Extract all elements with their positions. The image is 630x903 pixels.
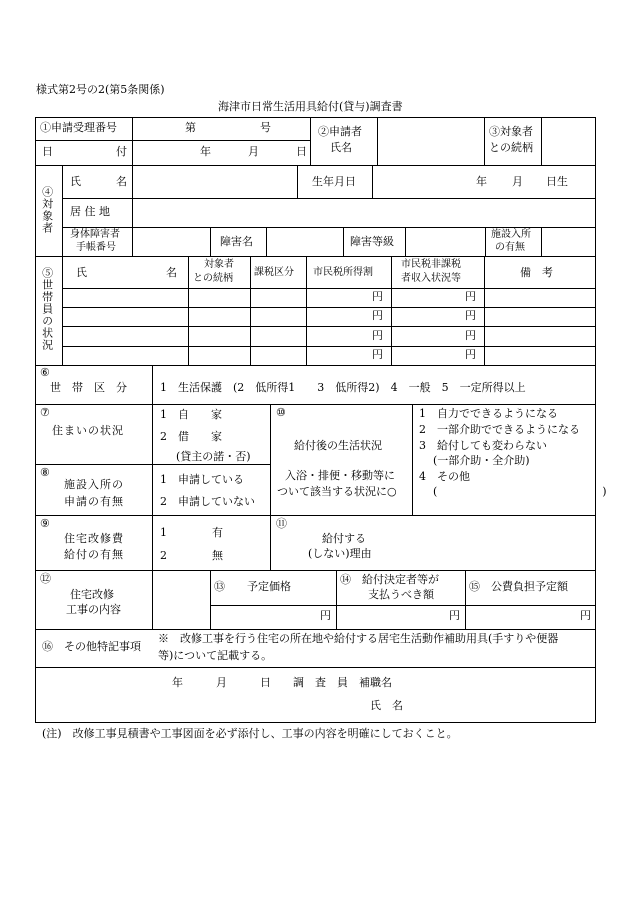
col-name-1: 氏 <box>76 266 87 279</box>
yen-r1-c1: 円 <box>372 290 383 303</box>
col-relation-2: との続柄 <box>193 273 233 284</box>
facility-option-no[interactable]: 2 申請していない <box>160 495 255 508</box>
applicant-name-field[interactable] <box>379 119 483 163</box>
facility-label: 施設入所 <box>491 229 531 240</box>
household-class-num: ⑥ <box>40 366 50 379</box>
housing-option-landlord[interactable]: (貸主の諾・否) <box>176 450 251 463</box>
footnote: (注) 改修工事見積書や工事図面を必ず添付し、工事の内容を明確にしておくこと。 <box>42 727 458 740</box>
reason-label-2: (しない)理由 <box>308 547 372 560</box>
yen-r1-c2: 円 <box>465 290 476 303</box>
payable-label: ⑭ 給付決定者等が <box>340 573 439 586</box>
address-label: 居 住 地 <box>70 205 110 218</box>
housing-option-own[interactable]: 1 自 家 <box>160 408 222 421</box>
birth-year: 年 <box>476 175 487 188</box>
relation-field[interactable] <box>543 119 594 163</box>
birth-date-label: 生年月日 <box>312 175 356 188</box>
applicant-label: ②申請者 <box>318 125 362 138</box>
works-label: 住宅改修 <box>70 588 114 601</box>
yen-r3-c1: 円 <box>372 329 383 342</box>
renovation-option-yes[interactable]: 有 <box>212 526 223 539</box>
housing-option-rent[interactable]: 2 借 家 <box>160 430 222 443</box>
life-option-3b: (一部介助・全介助) <box>433 454 530 467</box>
works-label-2: 工事の内容 <box>66 603 121 616</box>
signature-date: 年 月 日 調 査 員 補職名 <box>172 676 392 689</box>
relation-label: ③対象者 <box>489 125 533 138</box>
price-yen: 円 <box>320 609 331 622</box>
life-after-title: 給付後の生活状況 <box>294 439 382 452</box>
col-relation-1: 対象者 <box>204 259 234 270</box>
renovation-option-no[interactable]: 無 <box>212 549 223 562</box>
life-option-1[interactable]: 1 自力でできるようになる <box>419 407 558 420</box>
reason-num: ⑪ <box>276 517 287 530</box>
handbook-label-2: 手帳番号 <box>76 242 116 253</box>
payable-yen: 円 <box>449 609 460 622</box>
subject-section-label: ④対象者 <box>40 186 54 234</box>
date-month: 月 <box>248 145 259 158</box>
subject-name-label-2: 名 <box>116 175 127 188</box>
form-number: 様式第2号の2(第5条関係) <box>36 83 165 96</box>
yen-r4-c2: 円 <box>465 348 476 361</box>
col-nontax-2: 者収入状況等 <box>401 273 461 284</box>
facility-label-2: の有無 <box>495 242 525 253</box>
life-option-4b: ( ) <box>433 485 607 498</box>
date-label-tsuke: 付 <box>116 145 127 158</box>
form-title: 海津市日常生活用具給付(貸与)調査書 <box>218 100 403 113</box>
col-tax-class: 課税区分 <box>254 267 294 278</box>
renovation-label-2: 給付の有無 <box>64 548 124 561</box>
other-notes-label: ⑯ その他特記事項 <box>42 640 141 653</box>
life-after-num: ⑩ <box>276 406 286 419</box>
household-class-label: 世 帯 区 分 <box>50 381 127 394</box>
yen-r2-c2: 円 <box>465 309 476 322</box>
signature-name: 氏 名 <box>370 699 403 712</box>
yen-r2-c1: 円 <box>372 309 383 322</box>
applicant-label-2: 氏名 <box>330 141 352 154</box>
address-field[interactable] <box>134 200 594 226</box>
birth-month: 月 <box>512 175 523 188</box>
col-income-tax: 市民税所得割 <box>313 267 373 278</box>
household-section-label: ⑤世帯員の状況 <box>40 267 54 351</box>
other-notes-text-2: 等)について記載する。 <box>158 649 273 662</box>
date-label-day: 日 <box>42 145 53 158</box>
col-name-2: 名 <box>166 266 177 279</box>
reason-label: 給付する <box>322 532 366 545</box>
other-notes-text: ※ 改修工事を行う住宅の所在地や給付する居宅生活動作補助用具(手すりや便器 <box>158 632 559 645</box>
disability-grade-label: 障害等級 <box>350 235 394 248</box>
disability-name-label: 障害名 <box>220 235 253 248</box>
renovation-label: 住宅改修費 <box>64 532 124 545</box>
works-num: ⑫ <box>40 572 51 585</box>
payable-label-2: 支払うべき額 <box>368 588 434 601</box>
facility-app-label-2: 申請の有無 <box>64 495 124 508</box>
renovation-opt2-num: 2 <box>160 549 167 562</box>
handbook-label: 身体障害者 <box>70 229 120 240</box>
date-day: 日 <box>296 145 307 158</box>
relation-label-2: との続柄 <box>489 141 533 154</box>
receipt-gou: 号 <box>260 121 271 134</box>
renovation-opt1-num: 1 <box>160 526 167 539</box>
life-option-4[interactable]: 4 その他 <box>419 470 470 483</box>
household-class-options[interactable]: 1 生活保護 (2 低所得1 3 低所得2) 4 一般 5 一定所得以上 <box>160 381 526 394</box>
life-option-3[interactable]: 3 給付しても変わらない <box>419 439 547 452</box>
facility-app-num: ⑧ <box>40 466 50 479</box>
date-year: 年 <box>200 145 211 158</box>
life-option-2[interactable]: 2 一部介助でできるようになる <box>419 423 580 436</box>
col-remarks: 備 考 <box>520 266 553 279</box>
housing-num: ⑦ <box>40 406 50 419</box>
receipt-dai: 第 <box>185 121 196 134</box>
yen-r3-c2: 円 <box>465 329 476 342</box>
public-burden-yen: 円 <box>580 609 591 622</box>
receipt-number-field[interactable] <box>142 119 302 139</box>
facility-option-yes[interactable]: 1 申請している <box>160 473 244 486</box>
renovation-num: ⑨ <box>40 517 50 530</box>
receipt-number-label: ①申請受理番号 <box>40 121 117 134</box>
price-label: ⑬ 予定価格 <box>214 580 291 593</box>
col-nontax-1: 市民税非課税 <box>401 259 461 270</box>
public-burden-label: ⑮ 公費負担予定額 <box>469 580 568 593</box>
life-after-desc: 入浴・排便・移動等に <box>285 469 395 482</box>
facility-app-label: 施設入所の <box>64 478 124 491</box>
reason-field[interactable] <box>414 517 594 569</box>
yen-r4-c1: 円 <box>372 348 383 361</box>
life-after-desc-2: ついて該当する状況に○ <box>277 485 397 498</box>
subject-name-label-1: 氏 <box>70 175 81 188</box>
birth-day: 日生 <box>546 175 568 188</box>
housing-label: 住まいの状況 <box>52 424 124 437</box>
subject-name-field[interactable] <box>134 167 295 197</box>
